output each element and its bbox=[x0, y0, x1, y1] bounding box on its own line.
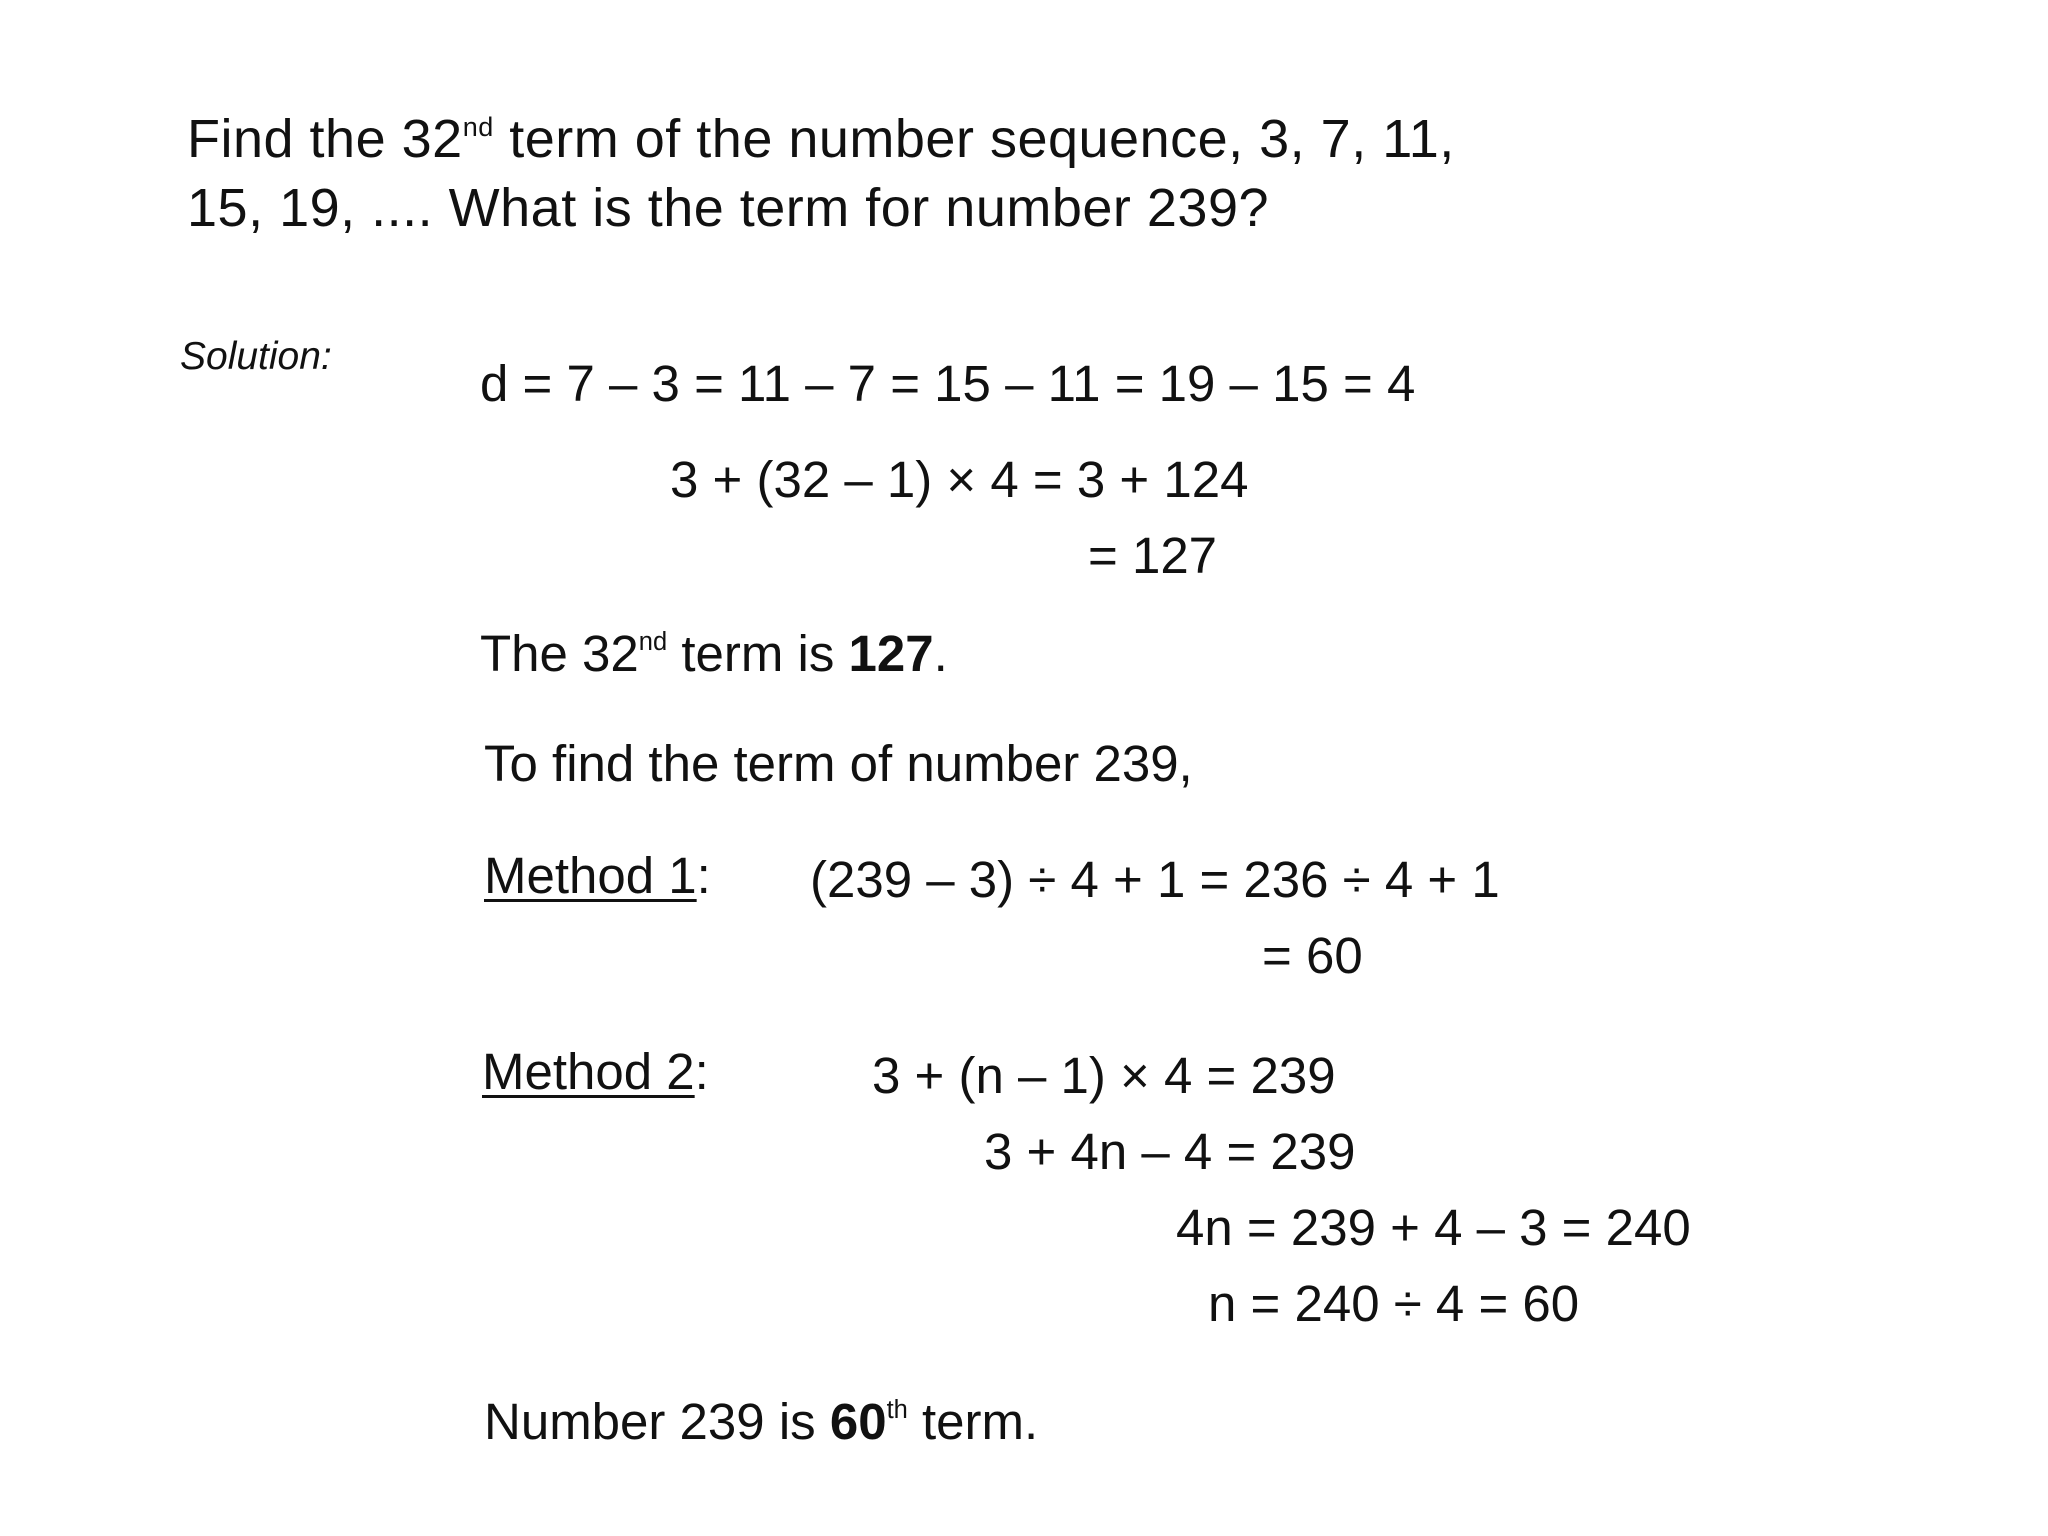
method-2-label-text: Method 2 bbox=[482, 1043, 695, 1100]
answer-32nd-term bbox=[480, 625, 948, 682]
method-2-label bbox=[482, 1043, 709, 1100]
method-1-line-2: = 60 bbox=[1262, 927, 1363, 984]
term-calculation-line-2: = 127 bbox=[1088, 527, 1218, 584]
question-line-1-text-a: Find the 32 bbox=[187, 109, 463, 169]
answer-32nd-period: . bbox=[933, 625, 948, 682]
answer-32nd-text-b: term is bbox=[667, 625, 849, 682]
answer-term-of-239 bbox=[484, 1393, 1039, 1450]
answer-32nd-value: 127 bbox=[848, 625, 934, 682]
method-1-label-text: Method 1 bbox=[484, 847, 697, 904]
method-2-line-2: 3 + 4n – 4 = 239 bbox=[984, 1123, 1356, 1180]
method-2-line-1: 3 + (n – 1) × 4 = 239 bbox=[872, 1047, 1336, 1104]
answer-239-text-a: Number 239 is bbox=[484, 1393, 830, 1450]
method-1-label bbox=[484, 847, 711, 904]
term-calculation-line-1: 3 + (32 – 1) × 4 = 3 + 124 bbox=[670, 451, 1249, 508]
common-difference-equation: d = 7 – 3 = 11 – 7 = 15 – 11 = 19 – 15 = 4 bbox=[480, 355, 1416, 412]
answer-239-ordinal-suffix: th bbox=[886, 1396, 908, 1424]
answer-32nd-text-a: The 32 bbox=[480, 625, 639, 682]
solution-label: Solution: bbox=[180, 335, 332, 378]
method-2-colon: : bbox=[694, 1043, 709, 1100]
method-2-line-4: n = 240 ÷ 4 = 60 bbox=[1208, 1275, 1580, 1332]
method-2-line-3: 4n = 239 + 4 – 3 = 240 bbox=[1176, 1199, 1691, 1256]
find-term-intro: To find the term of number 239, bbox=[484, 735, 1193, 792]
answer-32nd-ordinal-suffix: nd bbox=[638, 628, 668, 656]
answer-239-text-b: term. bbox=[907, 1393, 1039, 1450]
question-line-1-text-b: term of the number sequence, 3, 7, 11, bbox=[493, 109, 1455, 169]
question-line-2: 15, 19, .... What is the term for number 239? bbox=[187, 178, 1270, 238]
question-ordinal-suffix: nd bbox=[462, 112, 494, 142]
method-1-colon: : bbox=[696, 847, 711, 904]
answer-239-value: 60 bbox=[829, 1393, 887, 1450]
method-1-line-1: (239 – 3) ÷ 4 + 1 = 236 ÷ 4 + 1 bbox=[810, 851, 1500, 908]
question-line-1 bbox=[187, 109, 1455, 169]
